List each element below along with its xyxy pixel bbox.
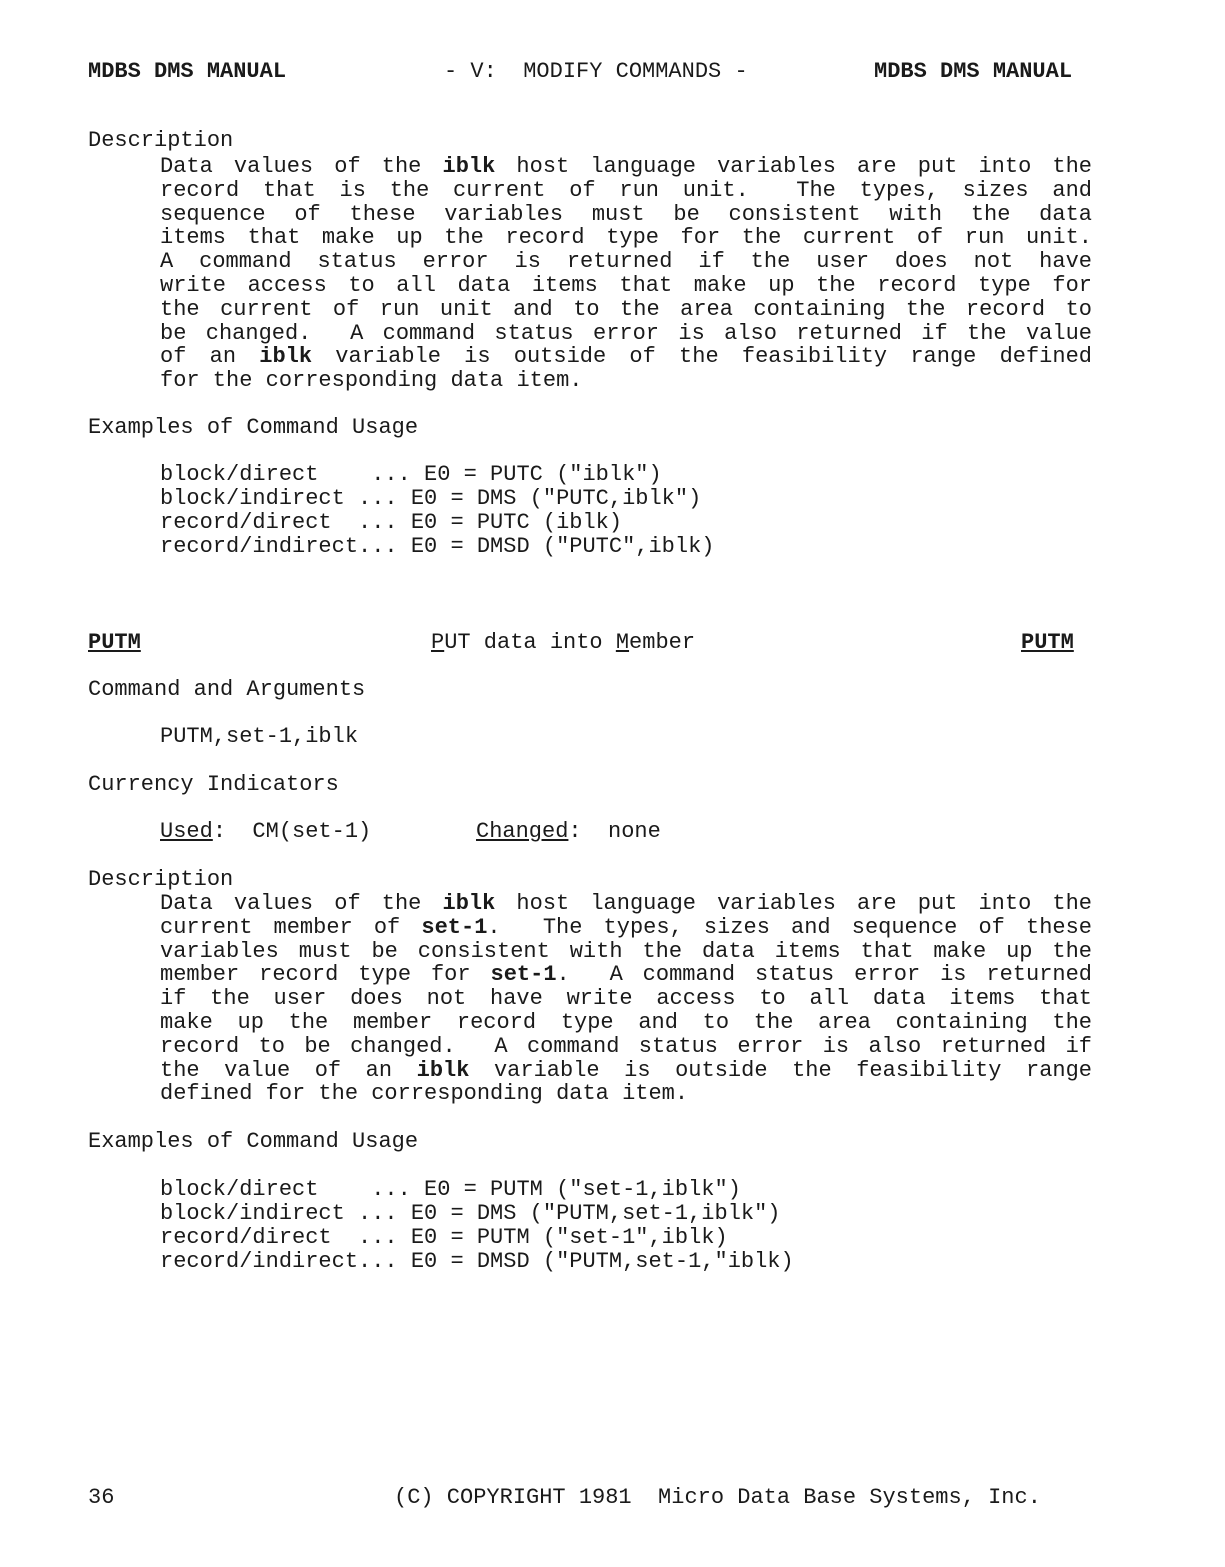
putm-example-row: record/direct ... E0 = PUTM ("set-1",iblk) — [160, 1225, 728, 1250]
putm-description — [160, 892, 1092, 1106]
putc-example-row: block/direct ... E0 = PUTC ("iblk") — [160, 462, 662, 487]
putc-examples — [160, 463, 715, 559]
putc-examples-label: Examples of Command Usage — [88, 415, 419, 440]
putc-desc-line: sequence of these variables must be consistent with the data — [160, 201, 1092, 227]
putm-examples — [160, 1178, 794, 1274]
putc-desc-line: Data values of the iblk host language variables are put into the — [160, 154, 1092, 179]
putc-example-row: record/direct ... E0 = PUTC (iblk) — [160, 510, 623, 535]
putm-example-row: block/direct ... E0 = PUTM ("set-1,iblk") — [160, 1177, 741, 1202]
putm-desc-line: the value of an iblk variable is outside the feasibility range — [160, 1057, 1092, 1083]
copyright-notice: (C) COPYRIGHT 1981 Micro Data Base Systems, Inc. — [394, 1485, 1041, 1510]
currency-indicators-label: Currency Indicators — [88, 772, 339, 797]
page-number: 36 — [88, 1485, 115, 1510]
running-header-center: - V: MODIFY COMMANDS - — [444, 59, 748, 84]
putc-desc-line: items that make up the record type for the current of run unit. — [160, 225, 1092, 251]
putm-desc-line: defined for the corresponding data item. — [160, 1081, 689, 1107]
putm-title-right: PUTM — [1021, 630, 1074, 655]
putc-description — [160, 155, 1092, 393]
putm-desc-line: make up the member record type and to the area containing the — [160, 1009, 1092, 1035]
putm-desc-line: if the user does not have write access to all data items that — [160, 986, 1092, 1012]
putm-examples-label: Examples of Command Usage — [88, 1129, 419, 1154]
putc-desc-line: record that is the current of run unit. The types, sizes and — [160, 177, 1092, 203]
putm-desc-line: variables must be consistent with the data items that make up the — [160, 938, 1092, 964]
putm-example-row: record/indirect... E0 = DMSD ("PUTM,set-1,"iblk) — [160, 1249, 794, 1274]
putc-desc-line: the current of run unit and to the area containing the record to — [160, 296, 1092, 322]
putc-example-row: record/indirect... E0 = DMSD ("PUTC",iblk) — [160, 534, 715, 559]
putc-desc-line: write access to all data items that make up the record type for — [160, 272, 1092, 298]
putm-desc-line: Data values of the iblk host language variables are put into the — [160, 891, 1092, 916]
currency-changed: Changed: none — [476, 819, 661, 844]
putc-description-label: Description — [88, 128, 234, 153]
putm-example-row: block/indirect ... E0 = DMS ("PUTM,set-1,iblk") — [160, 1201, 781, 1226]
putc-desc-line: be changed. A command status error is also returned if the value — [160, 320, 1092, 346]
putc-example-row: block/indirect ... E0 = DMS ("PUTC,iblk") — [160, 486, 702, 511]
putm-desc-line: record to be changed. A command status error is also returned if — [160, 1033, 1092, 1059]
command-syntax: PUTM,set-1,iblk — [160, 724, 359, 749]
running-header-right: MDBS DMS MANUAL — [874, 59, 1073, 84]
command-arguments-label: Command and Arguments — [88, 677, 366, 702]
putm-title-center: PUT data into Member — [431, 630, 696, 655]
currency-used: Used: CM(set-1) — [160, 819, 372, 844]
putm-title-left: PUTM — [88, 630, 141, 655]
putm-desc-line: member record type for set-1. A command status error is returned — [160, 962, 1093, 988]
putc-desc-line: for the corresponding data item. — [160, 368, 583, 394]
putc-desc-line: A command status error is returned if the user does not have — [160, 249, 1092, 275]
putm-description-label: Description — [88, 867, 234, 892]
putc-desc-line: of an iblk variable is outside of the feasibility range defined — [160, 344, 1092, 370]
running-header-left: MDBS DMS MANUAL — [88, 59, 287, 84]
putm-desc-line: current member of set-1. The types, sizes and sequence of these — [160, 914, 1093, 940]
